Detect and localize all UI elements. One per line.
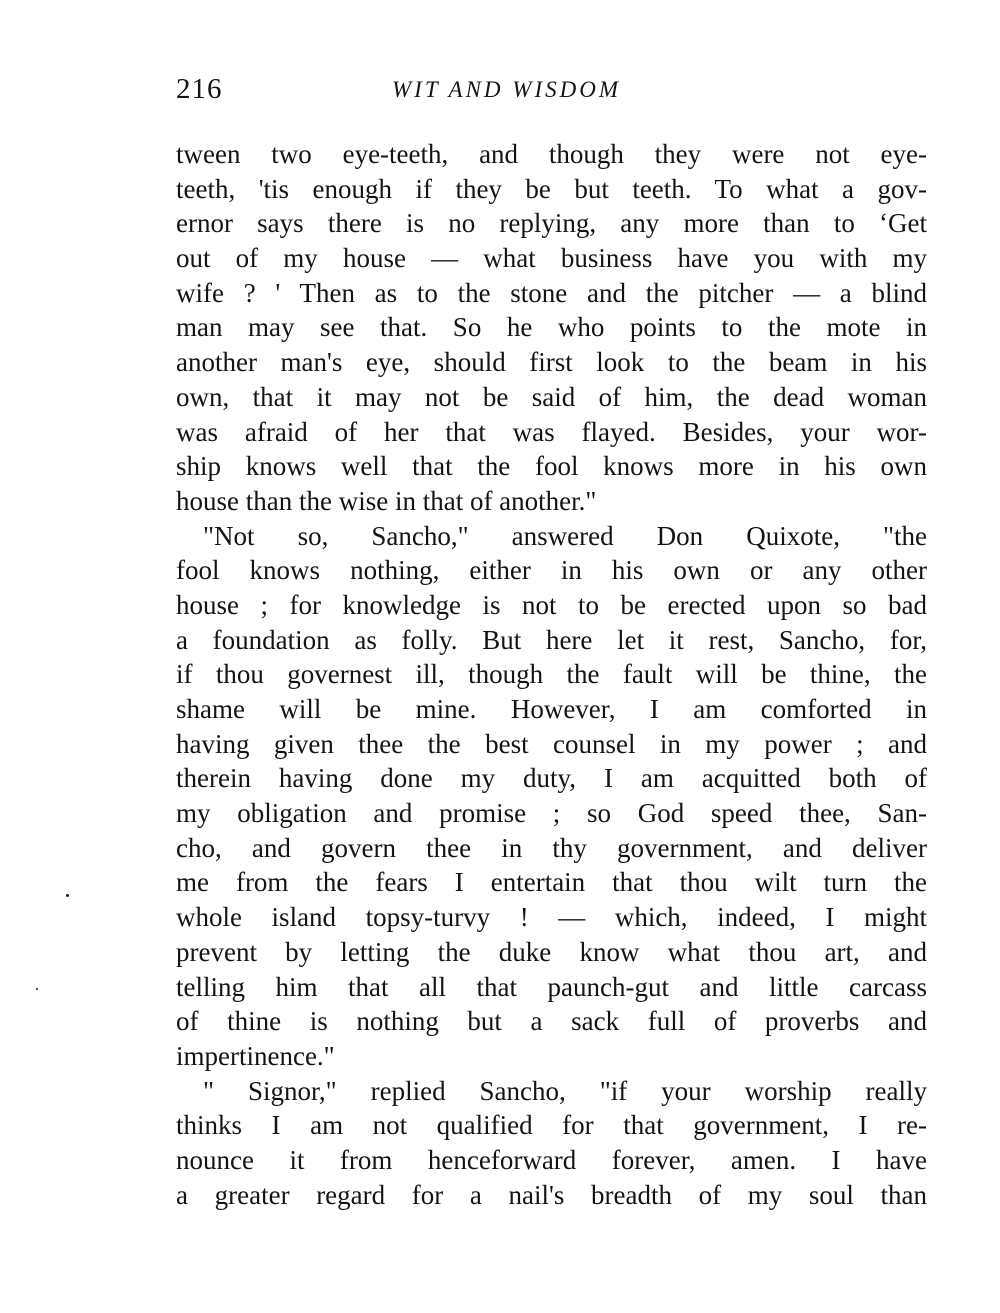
running-head: WIT AND WISDOM [392,77,621,102]
scan-speck [66,894,69,897]
text-line: ship knows well that the fool knows more in his own [176,451,927,482]
text-line: house than the wise in that of another." [176,485,597,516]
text-line: having given thee the best counsel in my power ; and [176,728,927,759]
text-line: fool knows nothing, either in his own or any other [176,555,927,586]
text-line: impertinence." [176,1040,335,1071]
text-line: shame will be mine. However, I am comforted in [176,694,927,724]
text-line: a greater regard for a nail's breadth of my soul than [176,1179,927,1210]
text-line: another man's eye, should first look to the beam in his [176,347,927,378]
text-line: whole island topsy-turvy ! — which, indeed, I might [176,902,927,933]
text-line: cho, and govern thee in thy government, and deliver [176,832,927,863]
text-line: wife ? ' Then as to the stone and the pitcher — a blind [176,277,927,308]
text-line: nounce it from henceforward forever, amen. I have [176,1144,927,1175]
text-line: was afraid of her that was flayed. Besides, your wor- [176,416,927,447]
text-line: a foundation as folly. But here let it rest, Sancho, for, [176,624,927,655]
text-line: therein having done my duty, I am acquitted both of [176,763,927,794]
scan-speck [36,988,38,990]
text-line: me from the fears I entertain that thou wilt turn the [176,867,927,898]
page-number: 216 [176,73,223,105]
text-line: house ; for knowledge is not to be erected upon so bad [176,589,927,620]
text-line: of thine is nothing but a sack full of proverbs and [176,1006,927,1037]
text-line: own, that it may not be said of him, the dead woman [176,381,927,412]
text-line: thinks I am not qualified for that government, I re- [176,1110,927,1141]
paragraph [176,519,927,1074]
text-line: ernor says there is no replying, any more than to ‘Get [176,208,927,239]
text-line: tween two eye-teeth, and though they were not eye- [176,139,927,169]
text-line: my obligation and promise ; so God speed thee, San- [176,798,927,829]
text-line: " Signor," replied Sancho, "if your worship really [203,1075,927,1106]
text-line: if thou governest ill, though the fault will be thine, the [176,659,927,690]
text-line: "Not so, Sancho," answered Don Quixote, "the [203,520,927,551]
body-text [176,137,927,1212]
text-line: telling him that all that paunch-gut and little carcass [176,971,927,1002]
text-line: teeth, 'tis enough if they be but teeth. To what a gov- [176,173,927,204]
text-line: out of my house — what business have you with my [176,243,927,274]
paragraph [176,1074,927,1213]
text-line: man may see that. So he who points to the mote in [176,312,927,343]
paragraph [176,137,927,519]
text-line: prevent by letting the duke know what thou art, and [176,936,927,967]
